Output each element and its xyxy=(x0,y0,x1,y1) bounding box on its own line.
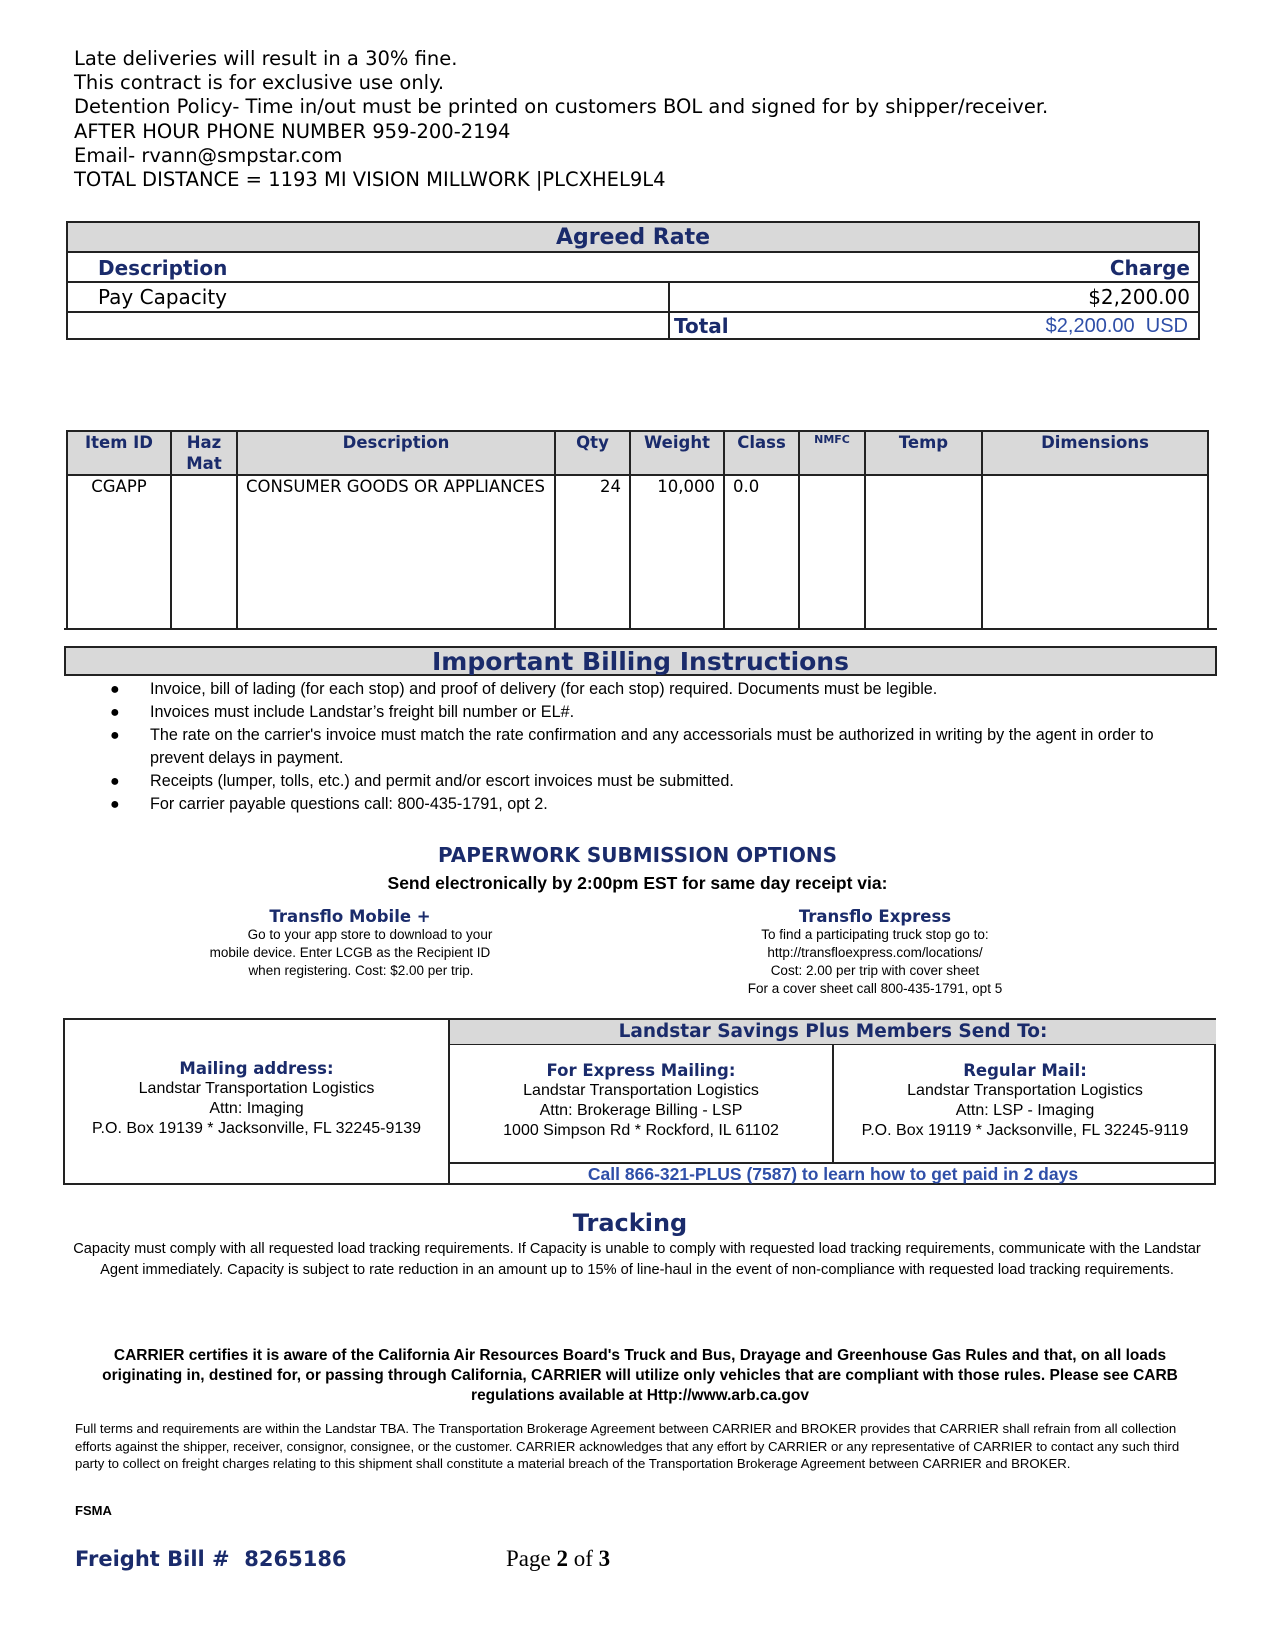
carb-certification: CARRIER certifies it is aware of the California Air Resources Board's Truck and Bus, Drayage and Greenhouse Gas Rules and that, on all loads originating in, destined for, or passing through California, CARRIER will utilize only vehicles that are compliant with those rules. Please see CARB regulations available at Http://www.arb.ca.gov xyxy=(102,1347,1178,1404)
column-divider xyxy=(668,283,670,311)
weight-cell: 10,000 xyxy=(630,475,724,629)
column-divider xyxy=(668,313,670,340)
freight-bill-label: Freight Bill # xyxy=(75,1547,230,1571)
list-item-text: Invoices must include Landstar’s freight bill number or EL#. xyxy=(150,703,575,721)
items-header-row xyxy=(67,431,1208,475)
address-line: Attn: Brokerage Billing - LSP xyxy=(539,1102,743,1119)
class-cell: 0.0 xyxy=(724,475,799,629)
address-line: Landstar Transportation Logistics xyxy=(138,1080,375,1097)
dimensions-cell xyxy=(982,475,1208,629)
top-notes xyxy=(74,47,1048,192)
mailing-address-lines xyxy=(65,1079,448,1139)
nmfc-cell xyxy=(799,475,865,629)
transflo-mobile-text xyxy=(180,926,520,980)
savings-plus-header: Landstar Savings Plus Members Send To: xyxy=(450,1020,1216,1045)
list-item xyxy=(110,724,1170,770)
bullet-icon: ● xyxy=(110,681,120,698)
option-line: To find a participating truck stop go to: xyxy=(761,927,989,942)
transflo-mobile-title: Transflo Mobile + xyxy=(269,907,431,926)
agreed-rate-table xyxy=(66,221,1200,340)
dimensions-header: Dimensions xyxy=(982,431,1208,475)
option-line: Cost: 2.00 per trip with cover sheet xyxy=(770,963,980,978)
bullet-icon: ● xyxy=(110,704,120,721)
option-line: For a cover sheet call 800-435-1791, opt 5 xyxy=(747,981,1003,996)
list-item xyxy=(110,793,1170,816)
tracking-text: Capacity must comply with all requested load tracking requirements. If Capacity is unable to comply with requested load tracking requirements, communicate with the Landstar Agent immediately. Capacity is subject to rate reduction in an amount up to 15% of line-haul in the event of non-compliance with requested load tracking requirements. xyxy=(73,1241,1201,1278)
list-item-text: Receipts (lumper, tolls, etc.) and permit and/or escort invoices must be submitted. xyxy=(150,772,734,790)
freight-bill-number xyxy=(75,1547,347,1571)
total-value: $2,200.00 USD xyxy=(1045,315,1188,337)
paperwork-title: PAPERWORK SUBMISSION OPTIONS xyxy=(437,843,838,867)
list-item-text: Invoice, bill of lading (for each stop) and proof of delivery (for each stop) required. Documents must be legible. xyxy=(150,680,938,698)
mailing-address xyxy=(65,1058,448,1139)
temp-header: Temp xyxy=(865,431,982,475)
billing-instructions-list xyxy=(110,678,1170,816)
list-item xyxy=(110,770,1170,793)
mailing-addresses-box xyxy=(63,1018,1216,1185)
table-row xyxy=(67,475,1208,629)
list-item-text: For carrier payable questions call: 800-435-1791, opt 2. xyxy=(150,795,548,813)
option-line: Go to your app store to download to your xyxy=(247,927,493,942)
rate-row xyxy=(68,283,1198,313)
address-line: P.O. Box 19119 * Jacksonville, FL 32245-9119 xyxy=(861,1122,1189,1139)
page-number xyxy=(506,1546,610,1572)
address-line: Attn: LSP - Imaging xyxy=(955,1102,1095,1119)
haz-mat-cell xyxy=(171,475,237,629)
qty-header: Qty xyxy=(555,431,630,475)
billing-instructions-title: Important Billing Instructions xyxy=(64,646,1217,676)
regular-mail-address xyxy=(834,1060,1216,1141)
bullet-icon: ● xyxy=(110,773,120,790)
item-id-header: Item ID xyxy=(67,431,171,475)
express-mailing-address xyxy=(450,1060,832,1141)
weight-header: Weight xyxy=(630,431,724,475)
description-column-header: Description xyxy=(98,256,228,280)
transflo-mobile-option xyxy=(180,907,520,980)
note-line: AFTER HOUR PHONE NUMBER 959-200-2194 xyxy=(74,119,511,143)
item-id-cell: CGAPP xyxy=(67,475,171,629)
bullet-icon: ● xyxy=(110,796,120,813)
rate-total-row xyxy=(68,313,1198,340)
option-line: when registering. Cost: $2.00 per trip. xyxy=(248,963,474,978)
nmfc-header: NMFC xyxy=(799,431,865,475)
note-line: Late deliveries will result in a 30% fine. xyxy=(74,47,458,70)
page-word: Page xyxy=(506,1546,551,1571)
total-label: Total xyxy=(674,314,729,338)
note-line: This contract is for exclusive use only. xyxy=(74,71,445,95)
regular-mail-title: Regular Mail: xyxy=(963,1061,1087,1080)
items-table xyxy=(66,430,1209,630)
charge-column-header: Charge xyxy=(1109,256,1190,280)
savings-plus-call-text: Call 866-321-PLUS (7587) to learn how to get paid in 2 days xyxy=(587,1164,1079,1184)
paperwork-subtitle: Send electronically by 2:00pm EST for same day receipt via: xyxy=(387,873,888,893)
express-mailing-lines xyxy=(450,1081,832,1141)
rate-row-description: Pay Capacity xyxy=(98,285,228,309)
qty-cell: 24 xyxy=(555,475,630,629)
transflo-locations-link[interactable]: http://transfloexpress.com/locations/ xyxy=(767,945,983,960)
address-line: Attn: Imaging xyxy=(209,1100,304,1117)
agreed-rate-title: Agreed Rate xyxy=(68,223,1198,253)
mailing-address-title: Mailing address: xyxy=(179,1059,334,1078)
haz-mat-header: Haz Mat xyxy=(171,431,237,475)
transflo-express-title: Transflo Express xyxy=(798,907,952,926)
option-line: mobile device. Enter LCGB as the Recipient ID xyxy=(209,945,491,960)
transflo-express-text xyxy=(710,926,1040,998)
page-total: 3 xyxy=(598,1546,611,1571)
address-line: Landstar Transportation Logistics xyxy=(523,1082,759,1099)
regular-mail-lines xyxy=(834,1081,1216,1141)
description-header: Description xyxy=(237,431,555,475)
rate-row-charge: $2,200.00 xyxy=(1088,285,1190,309)
mailing-address-section xyxy=(65,1020,450,1183)
page-of: of xyxy=(573,1546,593,1571)
description-cell: CONSUMER GOODS OR APPLIANCES xyxy=(237,475,555,629)
fsma-label: FSMA xyxy=(75,1503,112,1518)
bullet-icon: ● xyxy=(110,727,120,744)
terms-text: Full terms and requirements are within the Landstar TBA. The Transportation Brokerage Agreement between CARRIER and BROKER provides that CARRIER shall refrain from all collection efforts against the shipper, receiver, consignor, consignee, or the customer. CARRIER acknowledges that any effort by CARRIER or any representative of CARRIER to contact any such third party to collect on freight charges relating to this shipment shall constitute a material breach of the Transportation Brokerage Agreement between CARRIER and BROKER. xyxy=(75,1421,1180,1471)
tracking-title: Tracking xyxy=(572,1209,688,1237)
note-line: TOTAL DISTANCE = 1193 MI VISION MILLWORK |PLCXHEL9L4 xyxy=(74,168,666,192)
list-item-text: The rate on the carrier's invoice must match the rate confirmation and any accessorials must be authorized in writing by the agent in order to prevent delays in payment. xyxy=(150,726,1154,767)
divider xyxy=(64,628,1217,630)
freight-bill-value: 8265186 xyxy=(244,1547,347,1571)
rate-column-headers xyxy=(68,253,1198,283)
address-line: P.O. Box 19139 * Jacksonville, FL 32245-9139 xyxy=(91,1120,422,1137)
page-current: 2 xyxy=(556,1546,568,1571)
note-line: Email- rvann@smpstar.com xyxy=(74,143,343,167)
note-line: Detention Policy- Time in/out must be printed on customers BOL and signed for by shipper/receiver. xyxy=(74,95,1049,119)
temp-cell xyxy=(865,475,982,629)
class-header: Class xyxy=(724,431,799,475)
address-line: 1000 Simpson Rd * Rockford, IL 61102 xyxy=(503,1122,779,1139)
transflo-express-option xyxy=(710,907,1040,998)
address-line: Landstar Transportation Logistics xyxy=(907,1082,1143,1099)
list-item xyxy=(110,701,1170,724)
express-mailing-title: For Express Mailing: xyxy=(546,1061,736,1080)
list-item xyxy=(110,678,1170,701)
